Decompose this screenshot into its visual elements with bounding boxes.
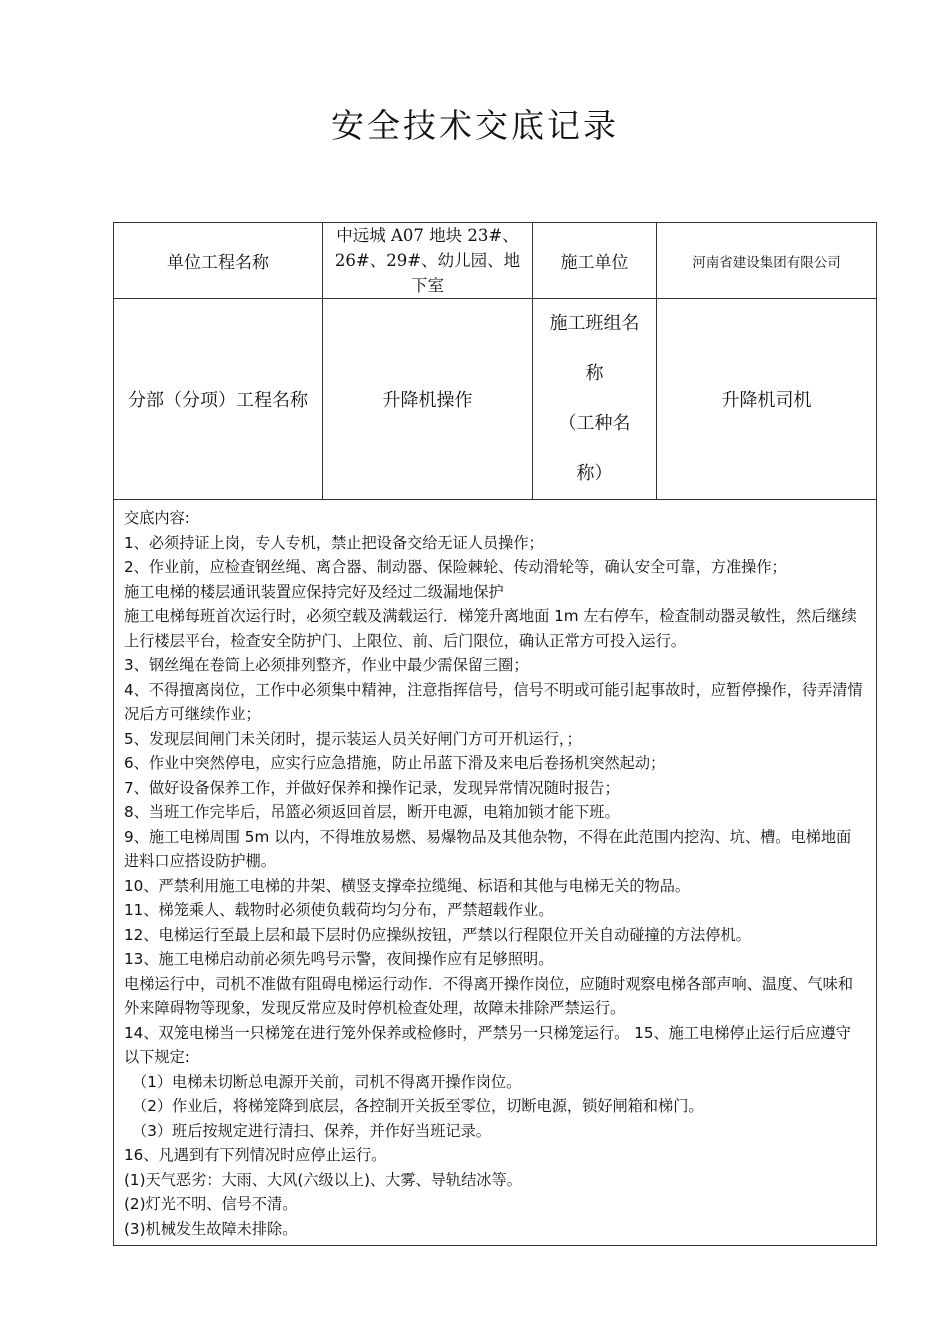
header-row-1 [114, 223, 877, 299]
content-line: 16、凡遇到有下列情况时应停止运行。 [124, 1146, 387, 1164]
sub-project-label: 分部（分项）工程名称 [114, 299, 323, 500]
content-line: (2)灯光不明、信号不清。 [124, 1195, 298, 1213]
content-line: 1、必须持证上岗，专人专机，禁止把设备交给无证人员操作； [124, 533, 544, 552]
content-line: （3）班后按规定进行清扫、保养，并作好当班记录。 [132, 1121, 491, 1140]
content-line: 8、当班工作完毕后，吊篮必须返回首层，断开电源，电箱加锁才能下班。 [124, 803, 620, 821]
content-line: 3、钢丝绳在卷筒上必须排列整齐，作业中最少需保留三圈； [124, 656, 529, 674]
team-label [533, 299, 657, 500]
content-line: 电梯运行中，司机不准做有阻碍电梯运行动作．不得离开操作岗位，应随时观察电梯各部声响、温度、气味和外来障碍物等现象，发现反常应及时停机检查处理，故障未排除严禁运行。 [124, 974, 853, 1017]
briefing-content [114, 500, 877, 1246]
content-heading: 交底内容: [124, 509, 190, 527]
content-line: （2）作业后，将梯笼降到底层，各控制开关扳至零位，切断电源，锁好闸箱和梯门。 [132, 1097, 704, 1115]
construction-unit-label: 施工单位 [533, 223, 657, 299]
content-line: 6、作业中突然停电，应实行应急措施，防止吊蓝下滑及来电后卷扬机突然起动； [124, 754, 666, 772]
team-label-line-1: 施工班组名 [549, 313, 640, 334]
unit-project-value: 中远城 A07 地块 23#、26#、29#、幼儿园、地下室 [323, 223, 533, 299]
safety-briefing-form [113, 222, 877, 1246]
sub-project-value: 升降机操作 [323, 299, 533, 500]
content-line: (1)天气恶劣：大雨、大风(六级以上)、大雾、导轨结冰等。 [124, 1170, 522, 1189]
content-line: 2、作业前，应检查钢丝绳、离合器、制动器、保险棘轮、传动滑轮等，确认安全可靠，方准操作； [124, 558, 787, 576]
content-line: 14、双笼电梯当一只梯笼在进行笼外保养或检修时，严禁另一只梯笼运行。 15、施工电梯停止运行后应遵守以下规定: [124, 1023, 851, 1066]
content-line: （1）电梯未切断总电源开关前，司机不得离开操作岗位。 [132, 1072, 522, 1091]
team-value: 升降机司机 [657, 299, 877, 500]
content-line: (3)机械发生故障未排除。 [124, 1219, 298, 1238]
unit-project-label: 单位工程名称 [114, 223, 323, 299]
team-label-line-4: 称） [576, 463, 613, 484]
content-line: 13、施工电梯启动前必须先鸣号示警，夜间操作应有足够照明。 [124, 950, 554, 968]
header-row-2 [114, 299, 877, 500]
content-line: 施工电梯的楼层通讯装置应保持完好及经过二级漏地保护 [124, 582, 504, 601]
content-row [114, 500, 877, 1246]
content-line: 12、电梯运行至最上层和最下层时仍应操纵按钮，严禁以行程限位开关自动碰撞的方法停机。 [124, 925, 751, 944]
team-label-line-3: （工种名 [558, 413, 631, 434]
content-line: 7、做好设备保养工作，并做好保养和操作记录，发现异常情况随时报告； [124, 778, 620, 797]
content-line: 9、施工电梯周围 5m 以内，不得堆放易燃、易爆物品及其他杂物，不得在此范围内挖沟、坑、槽。电梯地面进料口应搭设防护棚。 [124, 827, 852, 870]
page-title: 安全技术交底记录 [331, 106, 619, 145]
content-line: 5、发现层间闸门未关闭时，提示装运人员关好闸门方可开机运行，； [124, 729, 582, 748]
team-label-line-2: 称 [585, 363, 604, 384]
construction-unit-value: 河南省建设集团有限公司 [657, 223, 877, 299]
content-line: 11、梯笼乘人、载物时必须使负载荷均匀分布，严禁超载作业。 [124, 901, 554, 919]
content-line: 4、不得擅离岗位，工作中必须集中精神，注意指挥信号，信号不明或可能引起事故时，应暂停操作，待弄清情况后方可继续作业； [124, 680, 863, 723]
content-line: 10、严禁利用施工电梯的井架、横竖支撑牵拉缆绳、标语和其他与电梯无关的物品。 [124, 876, 691, 895]
content-line: 施工电梯每班首次运行时，必须空载及满载运行．梯笼升离地面 1m 左右停车，检查制动器灵敏性，然后继续上行楼层平台，检查安全防护门、上限位、前、后门限位，确认正常方可投入运行。 [124, 607, 857, 650]
